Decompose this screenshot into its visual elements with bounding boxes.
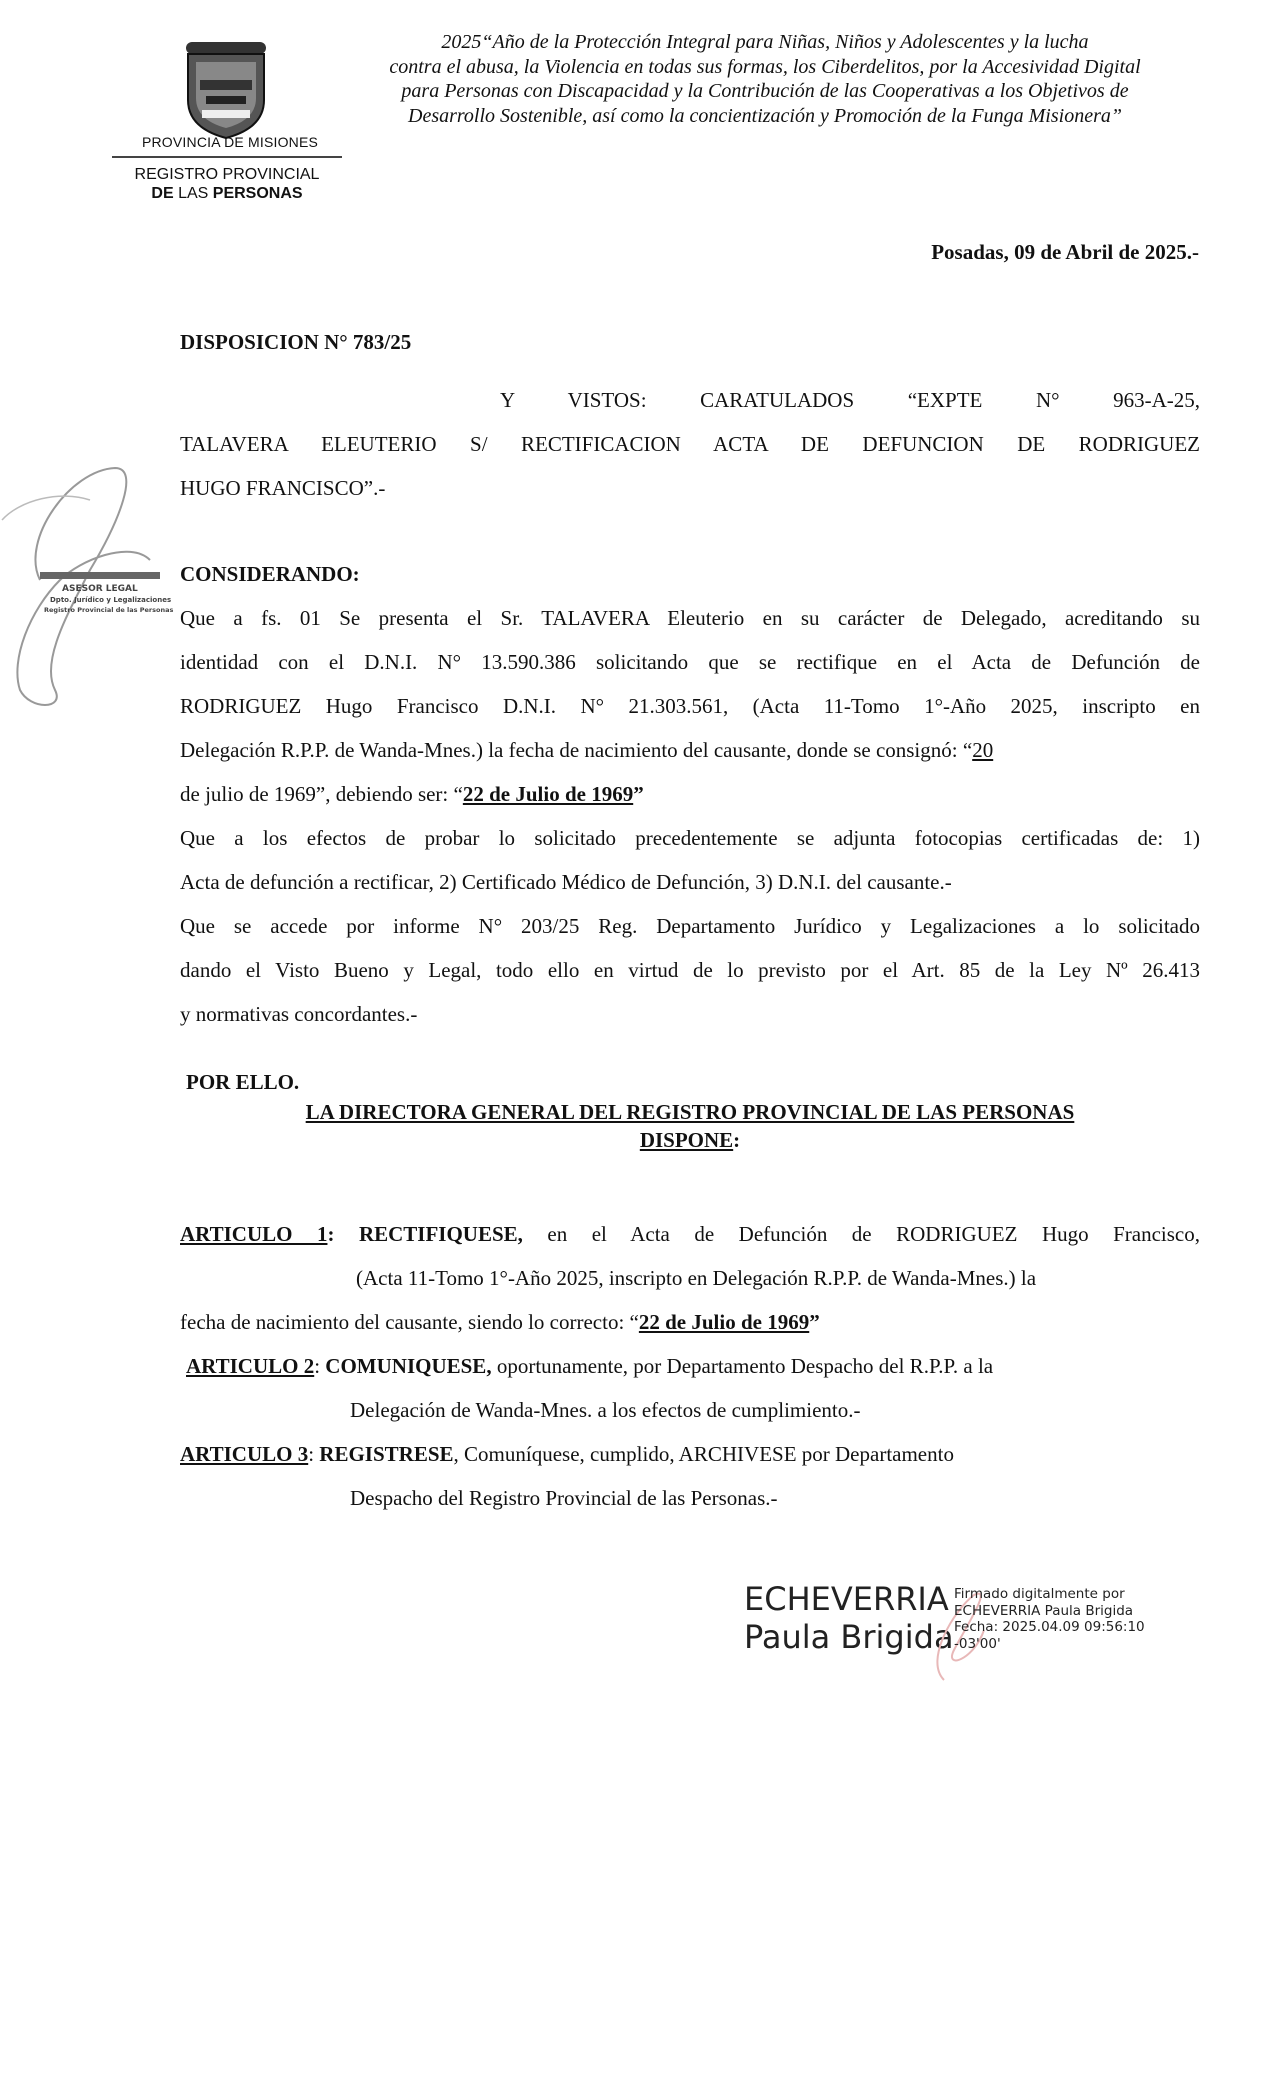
- motto-line: para Personas con Discapacidad y la Contribución de las Cooperativas a los Objetivos de: [401, 80, 1129, 102]
- signature-meta-line: Fecha: 2025.04.09 09:56:10: [954, 1619, 1145, 1635]
- text-run: :: [314, 1354, 326, 1378]
- considerando-line: Acta de defunción a rectificar, 2) Certificado Médico de Defunción, 3) D.N.I. del causante.-: [180, 870, 952, 894]
- considerando-line: Que se accede por informe N° 203/25 Reg. Departamento Jurídico y Legalizaciones a lo solicitado: [180, 914, 1200, 938]
- article-line: [180, 1212, 1200, 1256]
- considerando-heading: CONSIDERANDO:: [180, 562, 360, 586]
- disposition-title: DISPOSICION N° 783/25: [180, 330, 412, 354]
- stamp-text: Dpto. Jurídico y Legalizaciones: [50, 596, 172, 604]
- text-run: en el Acta de Defunción de RODRIGUEZ Hugo Francisco,: [522, 1222, 1201, 1246]
- correct-date: 22 de Julio de 1969: [638, 1310, 810, 1334]
- document-date: Posadas, 09 de Abril de 2025.-: [931, 240, 1199, 264]
- text-run: :: [327, 1222, 335, 1246]
- considerando-line: y normativas concordantes.-: [180, 1002, 418, 1026]
- considerando-line: [180, 728, 1200, 772]
- legal-advisor-stamp-image: [0, 460, 180, 720]
- text-run: ”: [809, 1310, 820, 1334]
- por-ello: POR ELLO.: [186, 1070, 300, 1094]
- registry-label-line2: [112, 185, 342, 203]
- wrong-date-fragment: 20: [972, 738, 994, 762]
- article-3: [180, 1432, 1200, 1520]
- motto-line: Desarrollo Sostenible, así como la concientización y Promoción de la Funga Misionera”: [408, 104, 1122, 127]
- article-verb: RECTIFIQUESE,: [358, 1222, 523, 1246]
- article-verb: REGISTRESE: [319, 1442, 454, 1466]
- article-2: [180, 1344, 1200, 1432]
- text-run: de julio de 1969”, debiendo ser: “: [180, 782, 463, 806]
- signature-meta-line: ECHEVERRIA Paula Brigida: [954, 1602, 1134, 1619]
- dispone-word: DISPONE: [639, 1128, 734, 1152]
- director-line: LA DIRECTORA GENERAL DEL REGISTRO PROVINCIAL DE LAS PERSONAS: [305, 1100, 1075, 1124]
- signer-given-names: Paula Brigida: [744, 1618, 954, 1656]
- considerando-body: [180, 596, 1200, 1036]
- article-line: Delegación de Wanda-Mnes. a los efectos de cumplimiento.-: [350, 1398, 861, 1422]
- province-label: PROVINCIA DE MISIONES: [141, 134, 319, 150]
- article-line: Despacho del Registro Provincial de las Personas.-: [350, 1486, 778, 1510]
- digital-signature: [744, 1580, 1145, 1656]
- considerando-line: identidad con el D.N.I. N° 13.590.386 solicitando que se rectifique en el Acta de Defunción de: [180, 650, 1200, 674]
- header-divider: [112, 156, 342, 161]
- province-seal-image: [178, 40, 274, 140]
- article-label: ARTICULO 3: [180, 1442, 309, 1466]
- text-run: fecha de nacimiento del causante, siendo lo correcto: “: [180, 1310, 639, 1334]
- year-motto: [350, 30, 1180, 128]
- registry-de: DE: [151, 185, 174, 202]
- motto-line: contra el abusa, la Violencia en todas sus formas, los Ciberdelitos, por la Accesividad Digital: [389, 55, 1141, 78]
- text-run: oportunamente, por Departamento Despacho del R.P.P. a la: [491, 1354, 994, 1378]
- article-line: (Acta 11-Tomo 1°-Año 2025, inscripto en Delegación R.P.P. de Wanda-Mnes.) la: [356, 1266, 1037, 1290]
- motto-line: 2025“Año de la Protección Integral para Niñas, Niños y Adolescentes y la lucha: [441, 31, 1089, 53]
- registry-label-line1: REGISTRO PROVINCIAL: [134, 166, 320, 183]
- considerando-line: Que a fs. 01 Se presenta el Sr. TALAVERA Eleuterio en su carácter de Delegado, acreditando su: [180, 606, 1200, 630]
- correct-date: 22 de Julio de 1969: [462, 782, 634, 806]
- vistos-section: [180, 378, 1200, 510]
- considerando-line: Que a los efectos de probar lo solicitado precedentemente se adjunta fotocopias certificadas de: 1): [180, 826, 1200, 850]
- vistos-line: TALAVERA ELEUTERIO S/ RECTIFICACION ACTA DE DEFUNCION DE RODRIGUEZ: [180, 432, 1200, 456]
- signer-surname: ECHEVERRIA: [744, 1580, 949, 1618]
- text-run: :: [308, 1442, 320, 1466]
- article-label: ARTICULO 2: [186, 1354, 315, 1378]
- signature-meta: [954, 1586, 1184, 1652]
- article-verb: COMUNIQUESE,: [325, 1354, 492, 1378]
- considerando-line: [180, 772, 1200, 816]
- vistos-line: Y VISTOS: CARATULADOS “EXPTE N° 963-A-25,: [500, 388, 1200, 412]
- registry-personas: PERSONAS: [212, 185, 303, 202]
- dispone-line: [180, 1126, 1200, 1154]
- text-run: Delegación R.P.P. de Wanda-Mnes.) la fecha de nacimiento del causante, donde se consignó: “: [180, 738, 973, 762]
- considerando-line: dando el Visto Bueno y Legal, todo ello en virtud de lo previsto por el Art. 85 de la Ley Nº 26.413: [180, 958, 1200, 982]
- considerando-line: RODRIGUEZ Hugo Francisco D.N.I. N° 21.303.561, (Acta 11-Tomo 1°-Año 2025, inscripto en: [180, 694, 1200, 718]
- article-line: [180, 1344, 1200, 1388]
- article-1: [180, 1212, 1200, 1344]
- article-line: [180, 1300, 1200, 1344]
- vistos-line: HUGO FRANCISCO”.-: [180, 476, 386, 500]
- article-label: ARTICULO 1: [180, 1222, 328, 1246]
- article-line: [180, 1432, 1200, 1476]
- text-run: ”: [633, 782, 644, 806]
- registry-las: LAS: [173, 185, 213, 202]
- stamp-text: ASESOR LEGAL: [62, 584, 138, 594]
- dispone-colon: :: [733, 1128, 741, 1152]
- stamp-text: Registro Provincial de las Personas: [44, 606, 174, 614]
- signature-meta-line: -03'00': [954, 1635, 1001, 1652]
- text-run: , Comuníquese, cumplido, ARCHIVESE por Departamento: [453, 1442, 954, 1466]
- signature-meta-line: Firmado digitalmente por: [954, 1586, 1125, 1602]
